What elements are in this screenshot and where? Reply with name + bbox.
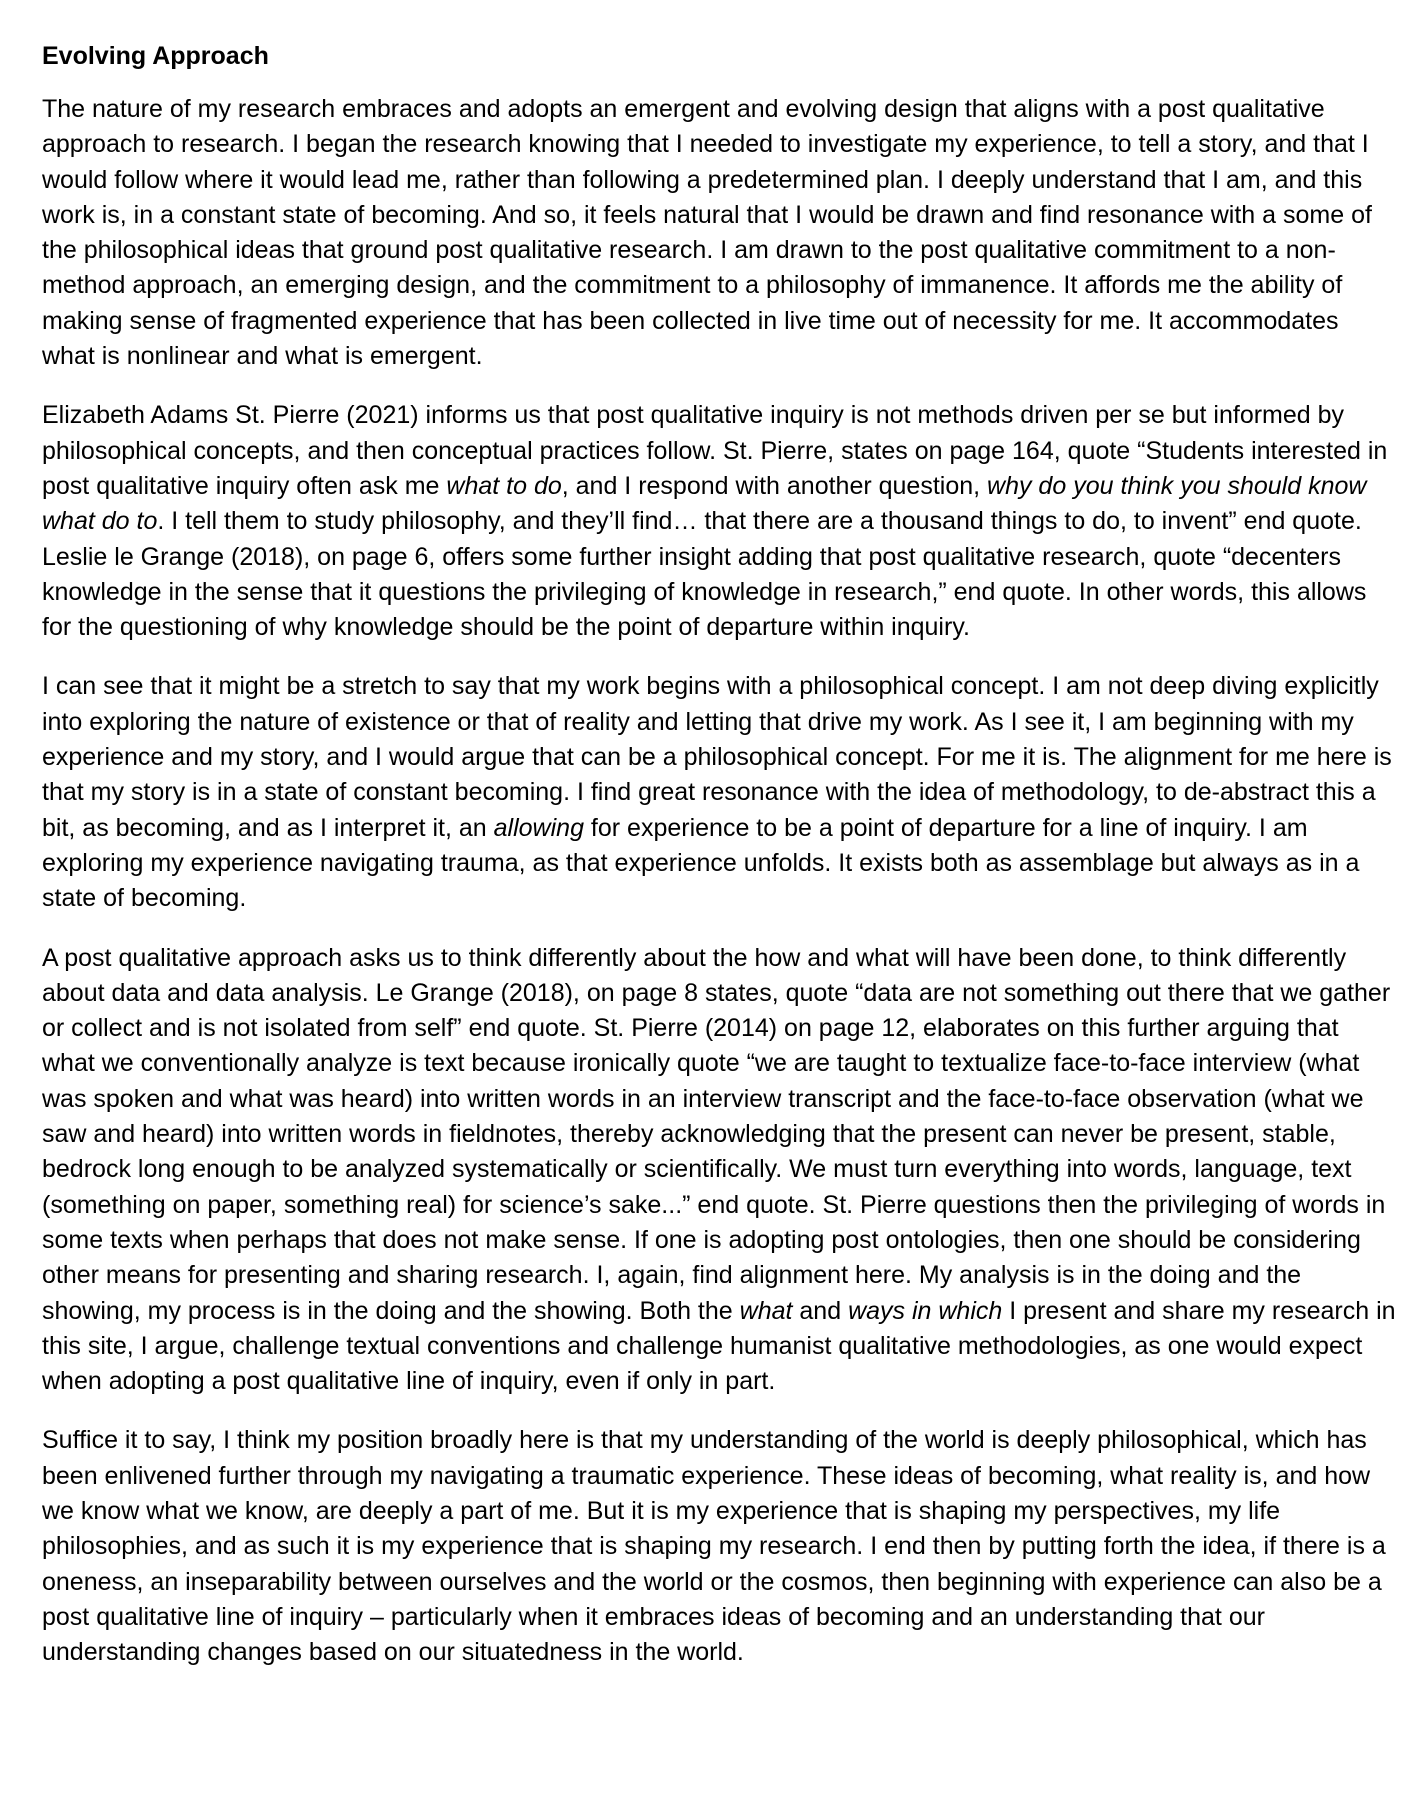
- text-run: I present and share my research in this site, I argue, challenge textual conventions and challenge humanist qualitative methodologies, as one would expect when adopting a post qualitative line of inquiry, even if only in part.: [42, 1296, 1396, 1396]
- text-run: The nature of my research embraces and adopts an emergent and evolving design that aligns with a post qualitative approach to research. I began the research knowing that I needed to investigate my experience, to tell a story, and that I would follow where it would lead me, rather than following a predetermined plan. I deeply understand that I am, and this work is, in a constant state of becoming. And so, it feels natural that I would be drawn and find resonance with a some of the philosophical ideas that ground post qualitative research. I am drawn to the post qualitative commitment to a non-method approach, an emerging design, and the commitment to a philosophy of immanence. It affords me the ability of making sense of fragmented experience that has been collected in live time out of necessity for me. It accommodates what is nonlinear and what is emergent.: [42, 95, 1372, 371]
- paragraph: [42, 92, 1398, 374]
- italic-text-run: ways in which: [848, 1296, 1003, 1325]
- italic-text-run: what: [739, 1296, 793, 1325]
- text-run: and: [792, 1296, 849, 1325]
- text-run: A post qualitative approach asks us to think differently about the how and what will have been done, to think differently about data and data analysis. Le Grange (2018), on page 8 states, quote “data are not something out there that we gather or collect and is not isolated from self” end quote. St. Pierre (2014) on page 12, elaborates on this further arguing that what we conventionally analyze is text because ironically quote “we are taught to textualize face-to-face interview (what was spoken and what was heard) into written words in an interview transcript and the face-to-face observation (what we saw and heard) into written words in fieldnotes, thereby acknowledging that the present can never be present, stable, bedrock long enough to be analyzed systematically or scientifically. We must turn everything into words, language, text (something on paper, something real) for science’s sake...” end quote. St. Pierre questions then the privileging of words in some texts when perhaps that does not make sense. If one is adopting post ontologies, then one should be considering other means for presenting and sharing research. I, again, find alignment here. My analysis is in the doing and the showing, my process is in the doing and the showing. Both the: [42, 943, 1391, 1325]
- section-heading: Evolving Approach: [42, 42, 269, 70]
- paragraph: [42, 398, 1398, 645]
- paragraph: [42, 1423, 1398, 1670]
- text-run: Suffice it to say, I think my position broadly here is that my understanding of the world is deeply philosophical, which has been enlivened further through my navigating a traumatic experience. These ideas of becoming, what reality is, and how we know what we know, are deeply a part of me. But it is my experience that is shaping my perspectives, my life philosophies, and as such it is my experience that is shaping my research. I end then by putting forth the idea, if there is a oneness, an inseparability between ourselves and the world or the cosmos, then beginning with experience can also be a post qualitative line of inquiry – particularly when it embraces ideas of becoming and an understanding that our understanding changes based on our situatedness in the world.: [42, 1426, 1386, 1667]
- text-run: . I tell them to study philosophy, and they’ll find… that there are a thousand things to do, to invent” end quote. Leslie le Grange (2018), on page 6, offers some further insight adding that post qualitative research, quote “decenters knowledge in the sense that it questions the privileging of knowledge in research,” end quote. In other words, this allows for the questioning of why knowledge should be the point of departure within inquiry.: [42, 507, 1367, 642]
- text-run: , and I respond with another question,: [561, 471, 988, 500]
- text-run: for experience to be a point of departure for a line of inquiry. I am exploring my experience navigating trauma, as that experience unfolds. It exists both as assemblage but always as in a state of becoming.: [42, 813, 1360, 913]
- italic-text-run: allowing: [493, 813, 584, 842]
- italic-text-run: what to do: [446, 471, 562, 500]
- text-run: I can see that it might be a stretch to say that my work begins with a philosophical concept. I am not deep diving explicitly into exploring the nature of existence or that of reality and letting that drive my work. As I see it, I am beginning with my experience and my story, and I would argue that can be a philosophical concept. For me it is. The alignment for me here is that my story is in a state of constant becoming. I find great resonance with the idea of methodology, to de-abstract this a bit, as becoming, and as I interpret it, an: [42, 672, 1392, 842]
- paragraph-list: [42, 92, 1398, 1670]
- document-page: [42, 40, 1398, 1694]
- paragraph: [42, 669, 1398, 916]
- paragraph: [42, 941, 1398, 1400]
- text-run: Elizabeth Adams St. Pierre (2021) informs us that post qualitative inquiry is not methods driven per se but informed by philosophical concepts, and then conceptual practices follow. St. Pierre, states on page 164, quote “Students interested in post qualitative inquiry often ask me: [42, 401, 1388, 500]
- italic-text-run: why do you think you should know what do to: [42, 471, 1367, 536]
